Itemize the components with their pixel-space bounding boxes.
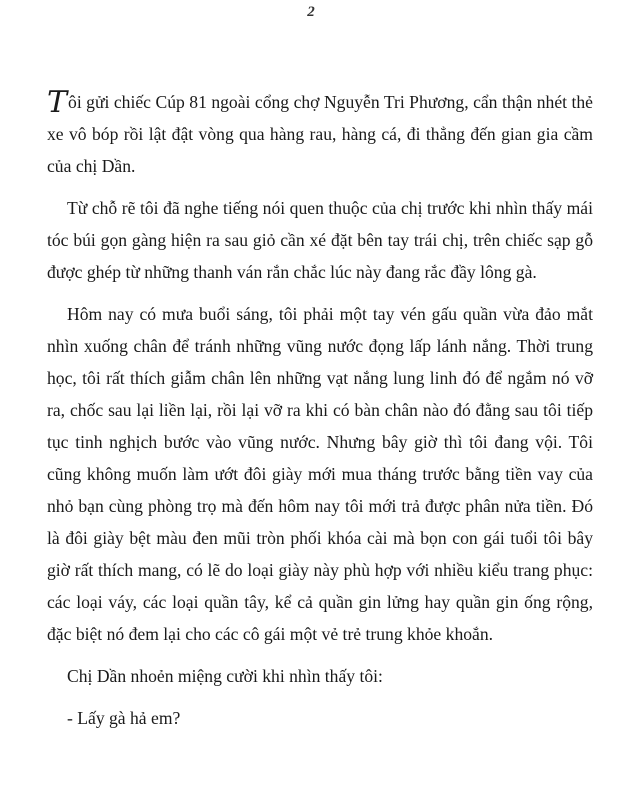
paragraph: Từ chỗ rẽ tôi đã nghe tiếng nói quen thuộc của chị trước khi nhìn thấy mái tóc búi gọn gàng hiện ra sau giỏ cần xé đặt bên tay trái chị, trên chiếc sạp gỗ được ghép từ những thanh ván rắn chắc lúc này đang rắc đầy lông gà.: [47, 198, 593, 282]
dialogue-line: - Lấy gà hả em?: [67, 708, 181, 728]
drop-cap-letter: T: [47, 85, 68, 120]
paragraph: Hôm nay có mưa buổi sáng, tôi phải một tay vén gấu quần vừa đảo mắt nhìn xuống chân để tránh những vũng nước đọng lấp lánh nắng. Thời trung học, tôi rất thích giẫm chân lên những vạt nắng lung linh đó để ngắm nó vỡ ra, chốc sau lại liền lại, rồi lại vỡ ra khi có bàn chân nào đó đằng sau tôi tiếp tục tinh nghịch bước vào vũng nước. Nhưng bây giờ thì tôi đang vội. Tôi cũng không muốn làm ướt đôi giày mới mua tháng trước bằng tiền vay của nhỏ bạn cùng phòng trọ mà đến hôm nay tôi mới trả được phân nửa tiền. Đó là đôi giày bệt màu đen mũi tròn phối khóa cài mà bọn con gái tuổi tôi bây giờ rất thích mang, có lẽ do loại giày này phù hợp với nhiều kiểu trang phục: các loại váy, các loại quần tây, kể cả quần gin lửng hay quần gin ống rộng, đặc biệt nó đem lại cho các cô gái một vẻ trẻ trung khỏe khoắn.: [47, 304, 593, 644]
chapter-body: [47, 86, 593, 744]
paragraph-text: ôi gửi chiếc Cúp 81 ngoài cổng chợ Nguyễn Tri Phương, cẩn thận nhét thẻ xe vô bóp rồi lật đật vòng qua hàng rau, hàng cá, đi thẳng đến gian gia cầm của chị Dần.: [47, 92, 593, 176]
paragraph: Chị Dần nhoẻn miệng cười khi nhìn thấy tôi:: [67, 666, 383, 686]
page-number: 2: [307, 4, 315, 20]
paragraph-opening: [47, 86, 593, 182]
